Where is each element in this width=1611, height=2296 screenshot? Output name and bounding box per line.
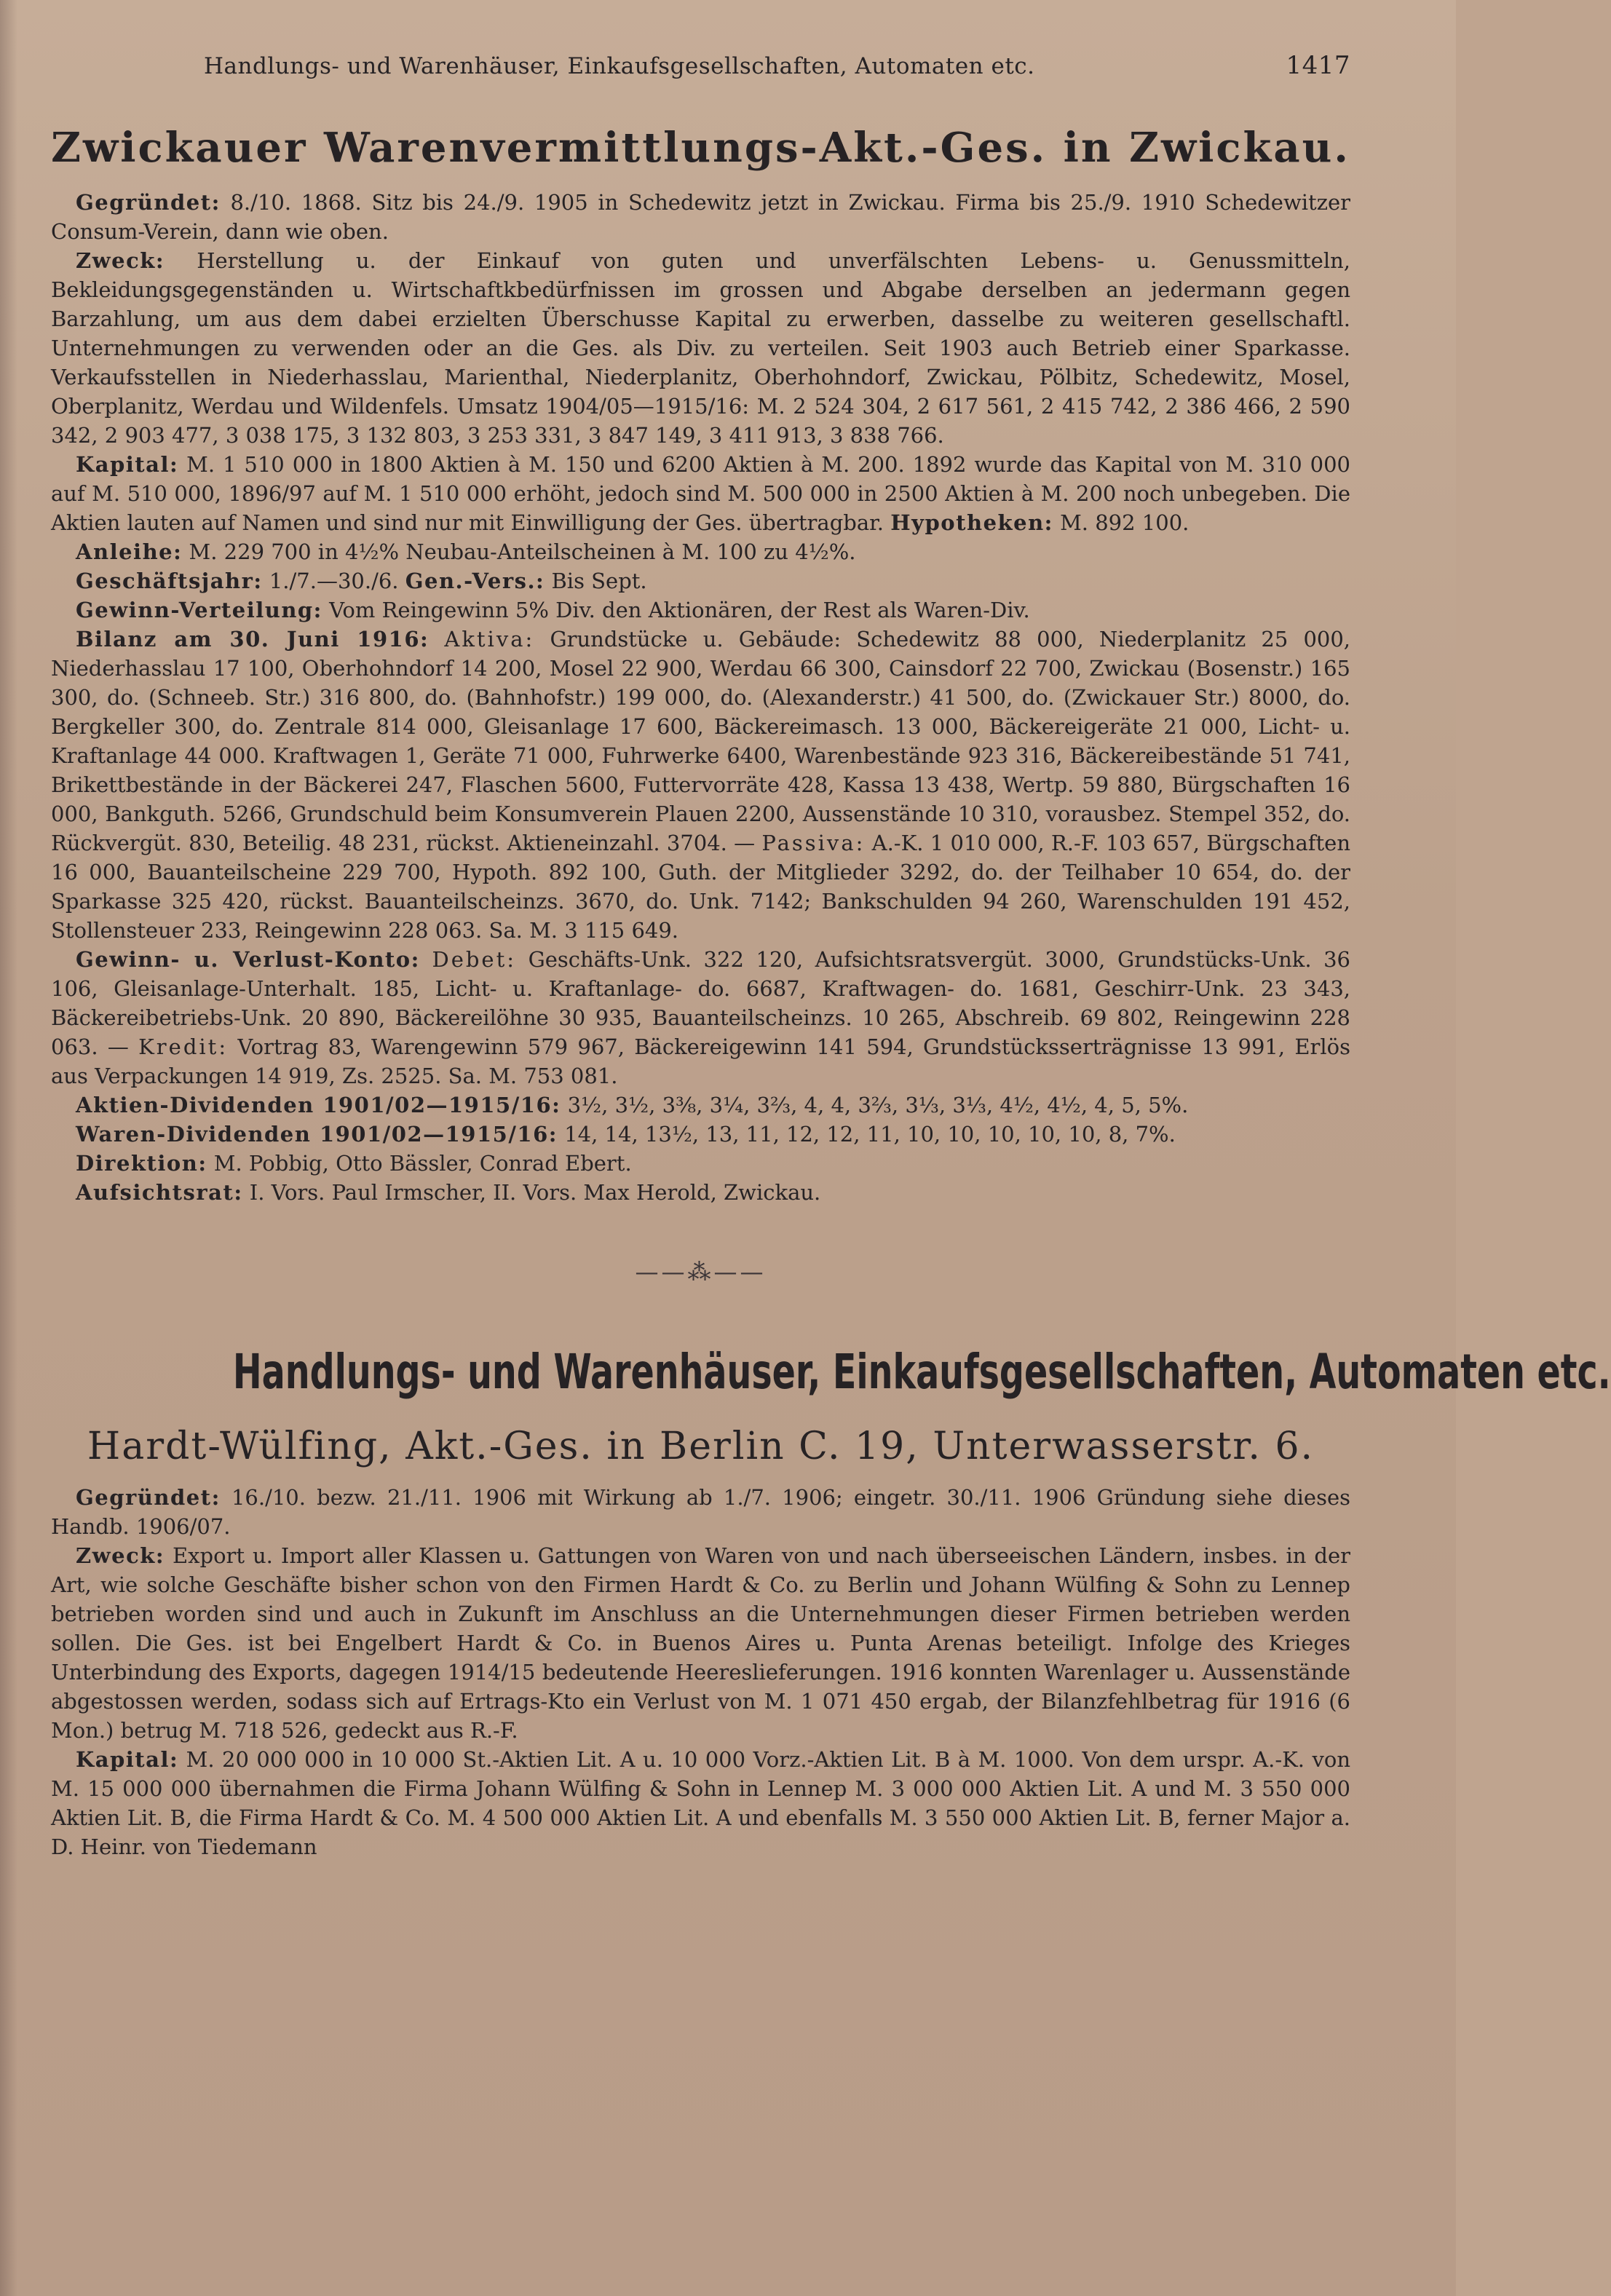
capital-label: Kapital: bbox=[76, 1747, 179, 1772]
founded-label: Gegründet: bbox=[76, 1485, 221, 1510]
share-dividends-label: Aktien-Dividenden 1901/02—1915/16: bbox=[76, 1093, 561, 1117]
mortgages-text: M. 892 100. bbox=[1060, 510, 1190, 535]
founded-label: Gegründet: bbox=[76, 190, 221, 215]
directors-paragraph bbox=[51, 1149, 1350, 1178]
running-header bbox=[51, 51, 1350, 80]
page-number: 1417 bbox=[1286, 51, 1350, 80]
supervisory-board-label: Aufsichtsrat: bbox=[76, 1180, 243, 1205]
article-body bbox=[51, 1483, 1350, 1861]
supervisory-board-paragraph bbox=[51, 1178, 1350, 1207]
share-dividends-paragraph bbox=[51, 1090, 1350, 1120]
directors-text: M. Pobbig, Otto Bässler, Conrad Ebert. bbox=[213, 1151, 632, 1176]
credit-text: Vortrag 83, Warengewinn 579 967, Bäckereigewinn 141 594, Grundstücksserträgnisse 13 991, Erlös aus Verpackungen 14 919, Zs. 2525. Sa. M. 753 081. bbox=[51, 1034, 1351, 1088]
article-body bbox=[51, 188, 1350, 1207]
liabilities-text: A.-K. 1 010 000, R.-F. 103 657, Bürgschaften 16 000, Bauanteilscheine 229 700, Hypoth. 892 100, Guth. der Mitglieder 3292, do. der Teilhaber 10 654, do. der Sparkasse 325 420, rückst. Bauanteilscheinzs. 3670, do. Unk. 7142; Bankschulden 94 260, Warenschulden 191 452, Stollensteuer 233, Reingewinn 228 063. Sa. M. 3 115 649. bbox=[51, 831, 1350, 943]
article-hardt-wuelfing bbox=[51, 1425, 1350, 1861]
article-zwickauer bbox=[51, 124, 1350, 1207]
goods-dividends-text: 14, 14, 13½, 13, 11, 12, 12, 11, 10, 10, 10, 10, 10, 8, 7%. bbox=[564, 1122, 1176, 1147]
profit-distribution-paragraph bbox=[51, 595, 1350, 625]
assets-text: Grundstücke u. Gebäude: Schedewitz 88 000, Niederplanitz 25 000, Niederhasslau 17 100, Oberhohndorf 14 200, Mosel 22 900, Werdau 66 300, Cainsdorf 22 700, Zwickau (Bosenstr.) 165 300, do. (Schneeb. Str.) 316 800, do. (Bahnhofstr.) 199 000, do. (Alexanderstr.) 41 500, do. (Zwickauer Str.) 8000, do. Bergkeller 300, do. Zentrale 814 000, Gleisanlage 17 600, Bäckereimasch. 13 000, Bäckereigeräte 21 000, Licht- u. Kraftanlage 44 000. Kraftwagen 1, Geräte 71 000, Fuhrwerke 6400, Warenbestände 923 316, Bäckereibestände 51 741, Brikettbestände in der Bäckerei 247, Flaschen 5600, Futtervorräte 428, Kassa 13 438, Wertp. 59 880, Bürgschaften 16 000, Bankguth. 5266, Grundschuld beim Konsumverein Plauen 2200, Aussenstände 10 310, vorausbez. Stempel 352, do. Rückvergüt. 830, Beteilig. 48 231, rückst. Aktieneinzahl. 3704. — bbox=[51, 627, 1351, 855]
profit-loss-label: Gewinn- u. Verlust-Konto: bbox=[76, 947, 420, 972]
purpose-text: Export u. Import aller Klassen u. Gattungen von Waren von und nach überseeischen Ländern, insbes. in der Art, wie solche Geschäfte bisher schon von den Firmen Hardt & Co. zu Berlin und Johann Wülfing & Sohn zu Lennep betrieben worden sind und auch in Zukunft im Anschluss an die Unternehmungen dieser Firmen betrieben werden sollen. Die Ges. ist bei Engelbert Hardt & Co. in Buenos Aires u. Punta Arenas beteiligt. Infolge des Krieges Unterbindung des Exports, dagegen 1914/15 bedeutende Heereslieferungen. 1916 konnten Warenlager u. Aussenstände abgestossen werden, sodass sich auf Ertrags-Kto ein Verlust von M. 1 071 450 ergab, der Bilanzfehlbetrag für 1916 (6 Mon.) betrug M. 718 526, gedeckt aus R.-F. bbox=[51, 1543, 1351, 1743]
goods-dividends-label: Waren-Dividenden 1901/02—1915/16: bbox=[76, 1122, 558, 1147]
supervisory-board-text: I. Vors. Paul Irmscher, II. Vors. Max Herold, Zwickau. bbox=[249, 1180, 821, 1205]
purpose-text: Herstellung u. der Einkauf von guten und unverfälschten Lebens- u. Genussmitteln, Bekleidungsgegenständen u. Wirtschaftkbedürfnissen im grossen und Abgabe derselben an jedermann gegen Barzahlung, um aus dem dabei erzielten Überschusse Kapital zu erwerben, dasselbe zu weiteren gesellschaftl. Unternehmungen zu verwenden oder an die Ges. als Div. zu verteilen. Seit 1903 auch Betrieb einer Sparkasse. Verkaufsstellen in Niederhasslau, Marienthal, Niederplanitz, Oberhohndorf, Zwickau, Pölbitz, Schedewitz, Mosel, Oberplanitz, Werdau und Wildenfels. Umsatz 1904/05—1915/16: M. 2 524 304, 2 617 561, 2 415 742, 2 386 466, 2 590 342, 2 903 477, 3 038 175, 3 132 803, 3 253 331, 3 847 149, 3 411 913, 3 838 766. bbox=[51, 248, 1350, 448]
page-edge-shadow bbox=[0, 0, 17, 2296]
running-title: Handlungs- und Warenhäuser, Einkaufsgesellschaften, Automaten etc. bbox=[204, 53, 1035, 79]
section-heading: Handlungs- und Warenhäuser, Einkaufsgesellschaften, Automaten etc. bbox=[232, 1344, 1611, 1400]
loan-label: Anleihe: bbox=[76, 539, 183, 564]
purpose-label: Zweck: bbox=[76, 1543, 165, 1568]
balance-sheet-paragraph bbox=[51, 625, 1350, 945]
fiscal-year-paragraph bbox=[51, 566, 1350, 595]
article-title: Hardt-Wülfing, Akt.-Ges. in Berlin C. 19, Unterwasserstr. 6. bbox=[87, 1425, 1315, 1468]
credit-label: Kredit: bbox=[138, 1034, 229, 1059]
article-title: Zwickauer Warenvermittlungs-Akt.-Ges. in Zwickau. bbox=[51, 124, 1350, 172]
purpose-paragraph bbox=[51, 246, 1350, 450]
directors-label: Direktion: bbox=[76, 1151, 207, 1176]
founded-text: 16./10. bezw. 21./11. 1906 mit Wirkung ab 1./7. 1906; eingetr. 30./11. 1906 Gründung siehe dieses Handb. 1906/07. bbox=[51, 1485, 1350, 1539]
loan-text: M. 229 700 in 4½% Neubau-Anteilscheinen à M. 100 zu 4½%. bbox=[189, 539, 856, 564]
profit-distribution-label: Gewinn-Verteilung: bbox=[76, 598, 322, 622]
goods-dividends-paragraph bbox=[51, 1120, 1350, 1149]
general-meeting-label: Gen.-Vers.: bbox=[405, 569, 545, 593]
debit-label: Debet: bbox=[432, 947, 517, 972]
debit-text: Geschäfts-Unk. 322 120, Aufsichtsratsvergüt. 3000, Grundstücks-Unk. 36 106, Gleisanlage-Unterhalt. 185, Licht- u. Kraftanlage- do. 6687, Kraftwagen- do. 1681, Geschirr-Unk. 23 343, Bäckereibetriebs-Unk. 20 890, Bäckereilöhne 30 935, Bauanteilscheinzs. 10 265, Abschreib. 69 802, Reingewinn 228 063. — bbox=[51, 947, 1351, 1059]
profit-loss-paragraph bbox=[51, 945, 1350, 1090]
capital-paragraph bbox=[51, 1745, 1350, 1861]
purpose-paragraph bbox=[51, 1541, 1350, 1745]
capital-text: M. 20 000 000 in 10 000 St.-Aktien Lit. A u. 10 000 Vorz.-Aktien Lit. B à M. 1000. Von dem urspr. A.-K. von M. 15 000 000 übernahmen die Firma Johann Wülfing & Sohn in Lennep M. 3 000 000 Aktien Lit. A und M. 3 550 000 Aktien Lit. B, die Firma Hardt & Co. M. 4 500 000 Aktien Lit. A und ebenfalls M. 3 550 000 Aktien Lit. B, ferner Major a. D. Heinr. von Tiedemann bbox=[51, 1747, 1350, 1859]
general-meeting-text: Bis Sept. bbox=[551, 569, 647, 593]
share-dividends-text: 3½, 3½, 3⅜, 3¼, 3⅔, 4, 4, 3⅔, 3⅓, 3⅓, 4½, 4½, 4, 5, 5%. bbox=[567, 1093, 1189, 1117]
founded-text: 8./10. 1868. Sitz bis 24./9. 1905 in Schedewitz jetzt in Zwickau. Firma bis 25./9. 1910 Schedewitzer Consum-Verein, dann wie oben. bbox=[51, 190, 1351, 244]
profit-distribution-text: Vom Reingewinn 5% Div. den Aktionären, der Rest als Waren-Div. bbox=[329, 598, 1030, 622]
founded-paragraph bbox=[51, 188, 1350, 246]
capital-label: Kapital: bbox=[76, 452, 179, 477]
capital-text: M. 1 510 000 in 1800 Aktien à M. 150 und 6200 Aktien à M. 200. 1892 wurde das Kapital von M. 310 000 auf M. 510 000, 1896/97 auf M. 1 510 000 erhöht, jedoch sind M. 500 000 in 2500 Aktien à M. 200 noch unbegeben. Die Aktien lauten auf Namen und sind nur mit Einwilligung der Ges. übertragbar. bbox=[51, 452, 1351, 535]
founded-paragraph bbox=[51, 1483, 1350, 1541]
loan-paragraph bbox=[51, 537, 1350, 566]
liabilities-label: Passiva: bbox=[761, 831, 866, 855]
fiscal-year-text: 1./7.—30./6. bbox=[269, 569, 399, 593]
balance-sheet-label: Bilanz am 30. Juni 1916: bbox=[76, 627, 430, 652]
ornamental-divider: ——⁂—— bbox=[635, 1258, 767, 1286]
capital-paragraph bbox=[51, 450, 1350, 537]
assets-label: Aktiva: bbox=[444, 627, 535, 652]
fiscal-year-label: Geschäftsjahr: bbox=[76, 569, 263, 593]
mortgages-label: Hypotheken: bbox=[890, 510, 1053, 535]
purpose-label: Zweck: bbox=[76, 248, 165, 273]
